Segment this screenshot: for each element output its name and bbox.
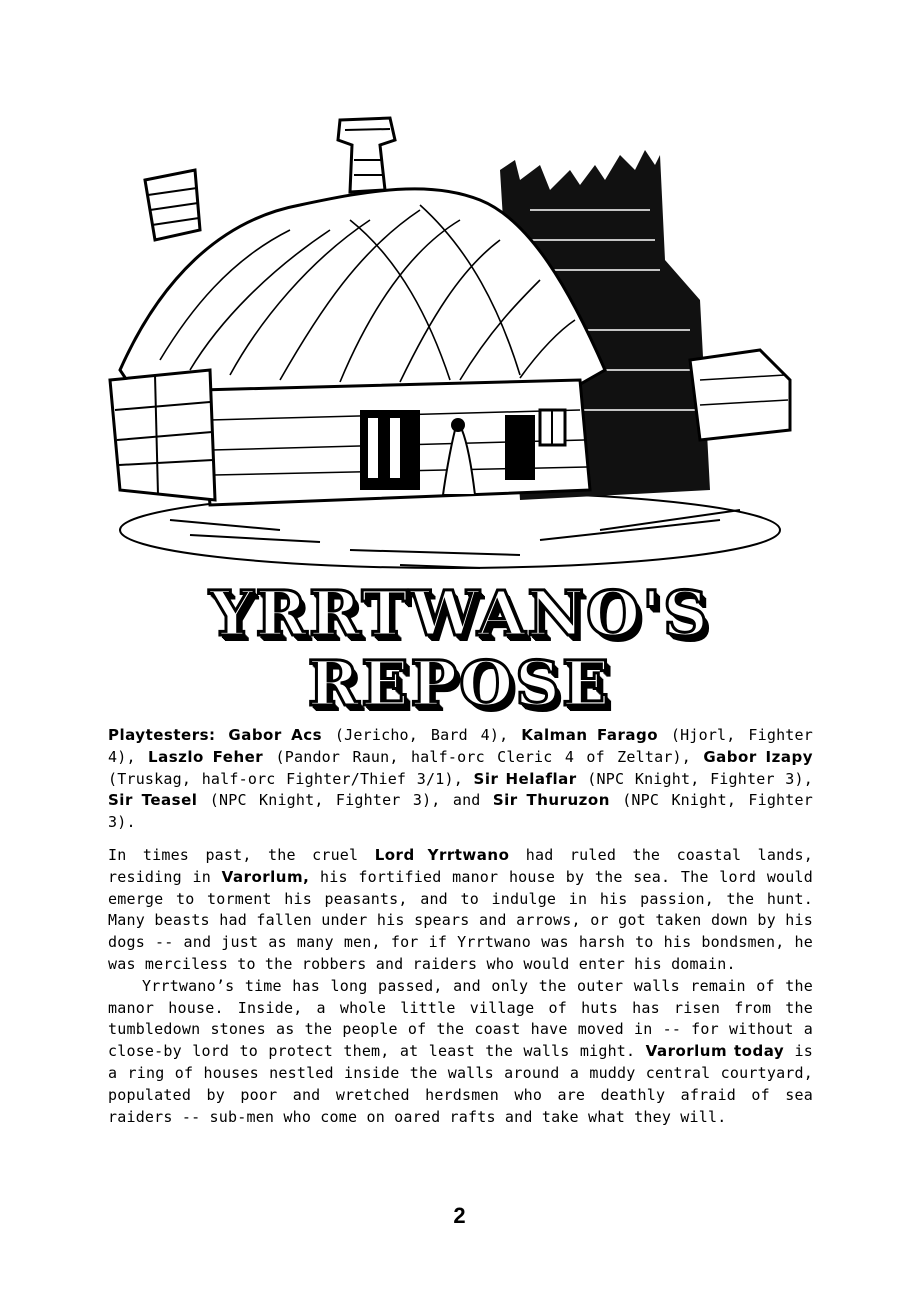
playtester-name: Sir Helaflar xyxy=(473,769,577,788)
playtester-name: Gabor Izapy xyxy=(703,747,813,766)
playtesters-paragraph: Playtesters: Gabor Acs (Jericho, Bard 4), Kalman Farago (Hjorl, Fighter 4), Laszlo Feher (Pandor Raun, half-orc Cleric 4 of Zeltar), Gabor Izapy (Truskag, half-orc Fighter/Thief 3/1), Sir Helaflar (NPC Knight, Fighter 3), Sir Teasel (NPC Knight, Fighter 3), and Sir Thuruzon (NPC Knight, Fighter 3). xyxy=(108,726,813,832)
page-number: 2 xyxy=(453,1203,466,1228)
playtester-name: Kalman Farago xyxy=(521,726,659,744)
cottage-illustration xyxy=(100,110,800,580)
playtester-name: Sir Thuruzon xyxy=(492,791,610,810)
story-text xyxy=(108,845,813,1128)
playtesters-label: Playtesters: xyxy=(108,726,216,744)
page-title-line-2: REPOSE xyxy=(307,647,612,720)
playtester-name: Gabor Acs xyxy=(228,726,323,744)
playtester-name: Laszlo Feher xyxy=(148,747,264,766)
playtester-name: Sir Teasel xyxy=(108,791,198,810)
story-paragraph-1: In times past, the cruel Lord Yrrtwano had ruled the coastal lands, residing in Varorlum, his fortified manor house by the sea. The lord would emerge to torment his peasants, and to indulge in his passion, the hunt. Many beasts had fallen under his spears and arrows, or got taken down by his dogs -- and just as many men, for if Yrrtwano was harsh to his bondsmen, he was merciless to the robbers and raiders who would enter his domain. xyxy=(108,846,813,973)
page-title-line-1: YRRTWANO'S xyxy=(209,577,710,650)
story-paragraph-2: Yrrtwano’s time has long passed, and only the outer walls remain of the manor house. Inside, a whole little village of huts has risen from the tumbledown stones as the people of the coast have moved in -- for without a close-by lord to protect them, at least the walls might. Varorlum today is a ring of houses nestled inside the walls around a muddy central courtyard, populated by poor and wretched herdsmen who are deathly afraid of sea raiders -- sub-men who come on oared rafts and take what they will. xyxy=(108,976,813,1126)
